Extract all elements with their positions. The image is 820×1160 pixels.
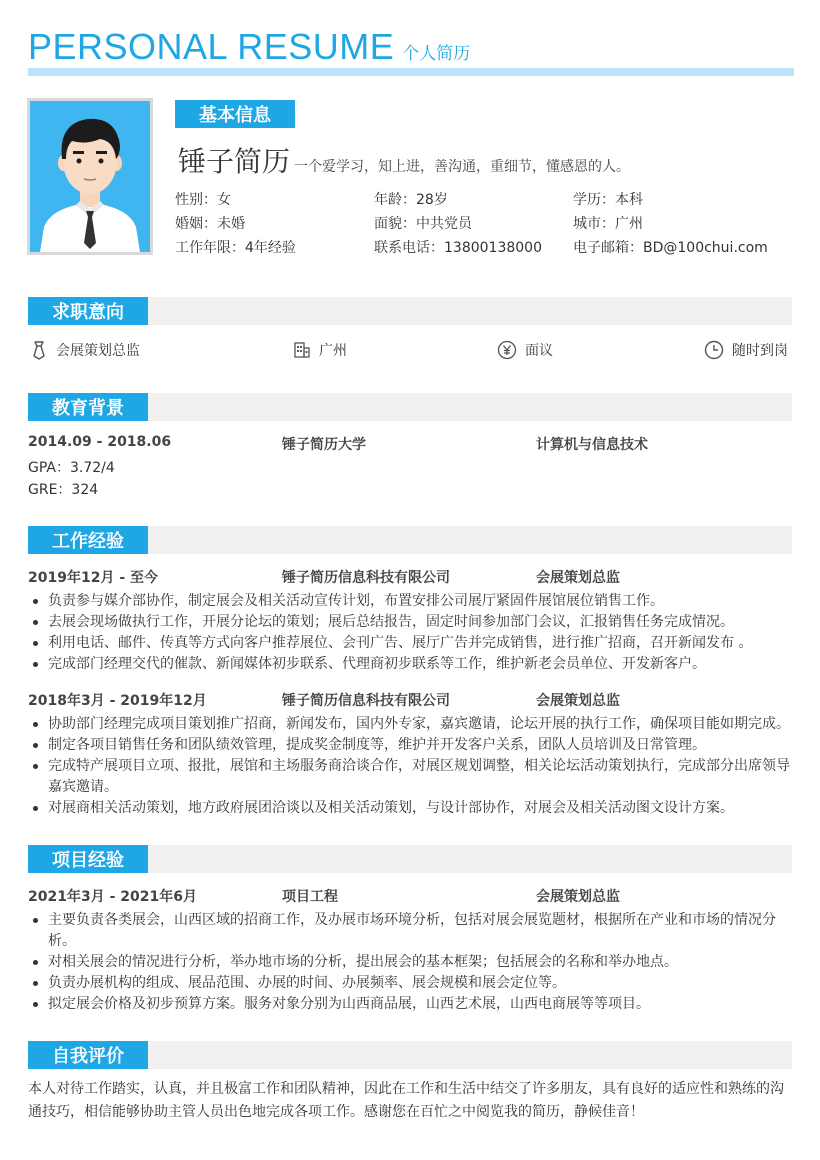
info-age: 年龄：28岁 [374, 192, 448, 208]
section-bar-work [28, 526, 792, 554]
info-work-years: 工作年限：4年经验 [175, 240, 296, 256]
intent-availability [704, 340, 788, 360]
self-eval-text: 本人对待工作踏实，认真，并且极富工作和团队精神，因此在工作和生活中结交了许多朋友，具有良好的适应性和熟练的沟通技巧，相信能够协助主管人员出色地完成各项工作。感谢您在百忙之中阅览我的简历，静候佳音！ [28, 1081, 784, 1120]
section-title-project: 项目经验 [28, 845, 148, 873]
list-item: 对相关展会的情况进行分析，举办地市场的分析，提出展会的基本框架；包括展会的名称和举办地点。 [28, 952, 794, 973]
list-item: 完成特产展项目立项、报批，展馆和主场服务商洽谈合作，对展区规划调整，相关论坛活动策划执行，完成部分出席领导嘉宾邀请。 [28, 756, 794, 798]
intent-position [30, 340, 140, 360]
info-education: 学历：本科 [573, 192, 643, 208]
list-item: 协助部门经理完成项目策划推广招商，新闻发布，国内外专家，嘉宾邀请，论坛开展的执行工作，确保项目能如期完成。 [28, 714, 794, 735]
intent-salary-label: 面议 [525, 343, 553, 359]
project-role: 会展策划总监 [536, 889, 620, 905]
info-email: 电子邮箱：BD@100chui.com [573, 240, 768, 256]
section-title-basic-info: 基本信息 [175, 100, 295, 128]
resume-title-cn: 个人简历 [402, 44, 471, 64]
education-school: 锤子简历大学 [282, 437, 366, 453]
intent-row [28, 340, 792, 362]
section-title-education: 教育背景 [28, 393, 148, 421]
intent-position-label: 会展策划总监 [56, 343, 140, 359]
basic-info-grid [175, 190, 795, 258]
work-job-1-role: 会展策划总监 [536, 570, 620, 586]
intent-salary [497, 340, 553, 360]
intent-city [293, 340, 347, 360]
info-phone: 联系电话：13800138000 [374, 240, 542, 256]
section-title-self-eval: 自我评价 [28, 1041, 148, 1069]
work-job-1-bullets [28, 591, 794, 675]
section-title-intent: 求职意向 [28, 297, 148, 325]
work-job-1-company: 锤子简历信息科技有限公司 [282, 570, 450, 586]
list-item: 主要负责各类展会，山西区域的招商工作，及办展市场环境分析，包括对展会展览题材，根据所在产业和市场的情况分析。 [28, 910, 794, 952]
project-row [28, 886, 792, 906]
section-bar-education [28, 393, 792, 421]
name-line [178, 140, 630, 180]
list-item: 完成部门经理交代的催款、新闻媒体初步联系、代理商初步联系等工作，维护新老会员单位、开发新客户。 [28, 654, 794, 675]
resume-title-en: PERSONAL RESUME [28, 26, 395, 67]
intent-city-label: 广州 [319, 343, 347, 359]
list-item: 负责参与媒介部协作，制定展会及相关活动宣传计划，布置安排公司展厅紧固件展馆展位销售工作。 [28, 591, 794, 612]
work-job-1-row [28, 567, 792, 587]
info-gender: 性别：女 [175, 192, 231, 208]
list-item: 负责办展机构的组成、展品范围、办展的时间、办展频率、展会规模和展会定位等。 [28, 973, 794, 994]
section-bar-intent [28, 297, 792, 325]
candidate-motto: 一个爱学习，知上进，善沟通，重细节，懂感恩的人。 [294, 159, 631, 175]
education-row [28, 434, 792, 454]
work-job-1-period: 2019年12月 - 至今 [28, 570, 159, 586]
tie-icon [30, 340, 48, 360]
project-period: 2021年3月 - 2021年6月 [28, 889, 197, 905]
avatar [27, 98, 153, 255]
info-city: 城市：广州 [573, 216, 643, 232]
list-item: 去展会现场做执行工作，开展分论坛的策划；展后总结报告，固定时间参加部门会议，汇报销售任务完成情况。 [28, 612, 794, 633]
building-icon [293, 341, 311, 359]
section-bar-project [28, 845, 792, 873]
section-bar-self-eval [28, 1041, 792, 1069]
education-major: 计算机与信息技术 [536, 437, 648, 453]
candidate-name: 锤子简历 [178, 145, 291, 178]
info-political: 面貌：中共党员 [374, 216, 472, 232]
list-item: 制定各项目销售任务和团队绩效管理，提成奖金制度等，维护并开发客户关系，团队人员培训及日常管理。 [28, 735, 794, 756]
clock-icon [704, 340, 724, 360]
education-gre: GRE：324 [28, 482, 99, 498]
work-job-2-period: 2018年3月 - 2019年12月 [28, 693, 207, 709]
section-title-work: 工作经验 [28, 526, 148, 554]
info-marital: 婚姻：未婚 [175, 216, 245, 232]
intent-availability-label: 随时到岗 [732, 343, 788, 359]
education-period: 2014.09 - 2018.06 [28, 434, 172, 450]
work-job-2-company: 锤子简历信息科技有限公司 [282, 693, 450, 709]
list-item: 利用电话、邮件、传真等方式向客户推荐展位、会刊广告、展厅广告并完成销售，进行推广招商，召开新闻发布 。 [28, 633, 794, 654]
list-item: 拟定展会价格及初步预算方案。服务对象分别为山西商品展，山西艺术展，山西电商展等等项目。 [28, 994, 794, 1015]
education-gpa: GPA：3.72/4 [28, 460, 115, 476]
project-bullets [28, 910, 794, 1015]
project-name: 项目工程 [282, 889, 338, 905]
work-job-2-row [28, 690, 792, 710]
work-job-2-role: 会展策划总监 [536, 693, 620, 709]
yen-icon [497, 340, 517, 360]
list-item: 对展商相关活动策划，地方政府展团洽谈以及相关活动策划，与设计部协作，对展会及相关活动图文设计方案。 [28, 798, 794, 819]
work-job-2-bullets [28, 714, 794, 819]
resume-title [28, 26, 470, 68]
header-divider [28, 68, 794, 76]
